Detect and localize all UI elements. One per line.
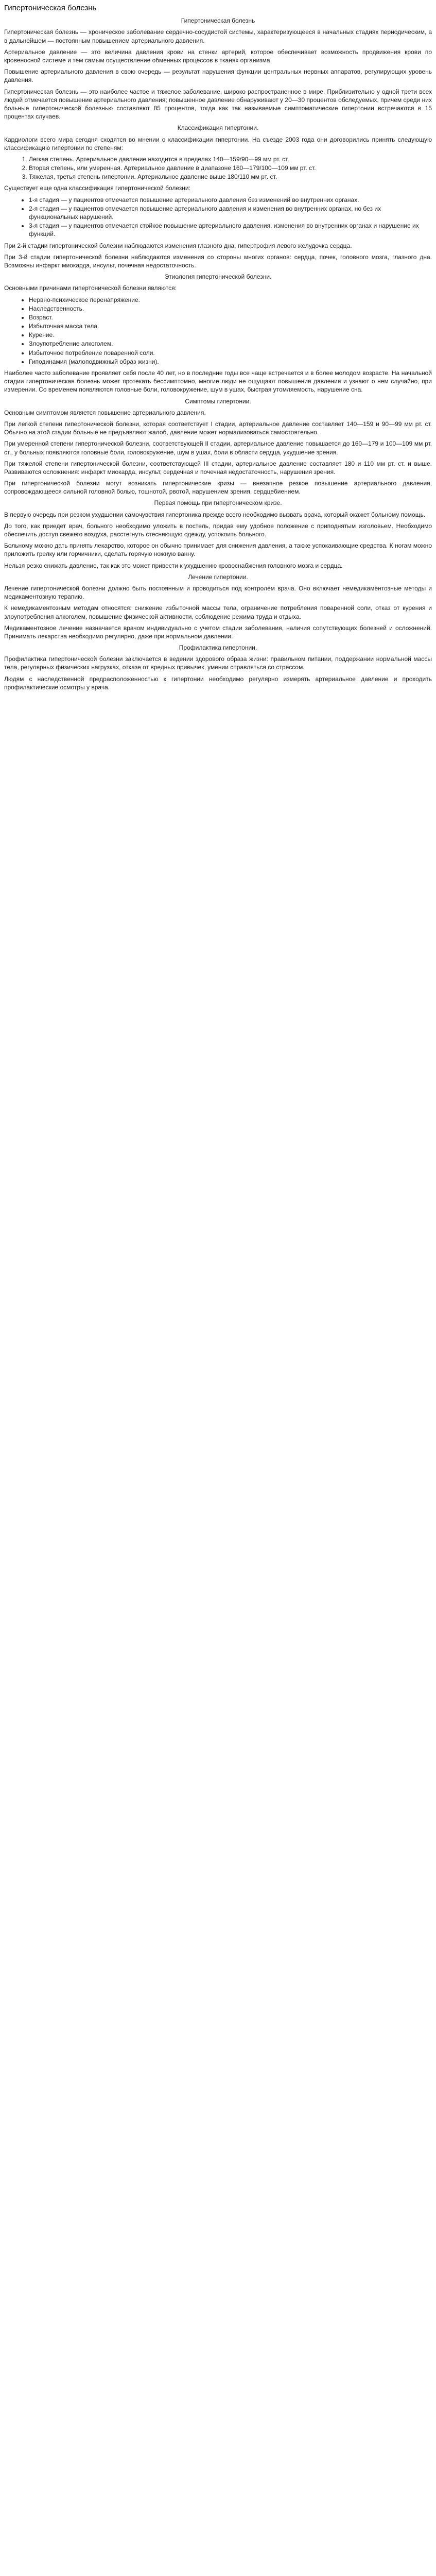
paragraph: Существует еще одна классификация гипертонической болезни:	[4, 184, 190, 192]
list-item: 3. Тяжелая, третья степень гипертонии. Артериальное давление выше 180/110 мм рт. ст.	[29, 173, 432, 181]
list-item: • Гиподинамия (малоподвижный образ жизни).	[29, 358, 432, 366]
list-item: • Избыточная масса тела.	[29, 322, 432, 330]
paragraph: Наиболее часто заболевание проявляет себя после 40 лет, но в последние годы все чаще встречается и в более молодом возрасте. На начальной стадии гипертоническая болезнь может протекать бессимптомно, многие люди не ощущают повышения давления и узнают о нем случайно, при измерении. Со временем появляются головные боли, головокружение, шум в ушах, быстрая утомляемость, нарушение сна.	[4, 369, 432, 394]
paragraph: При 3-й стадии гипертонической болезни наблюдаются изменения со стороны многих органов: сердца, почек, головного мозга, глазного дна. Возможны инфаркт миокарда, инсульт, почечная недостаточность.	[4, 253, 432, 269]
list-item: • 2-я стадия — у пациентов отмечается повышение артериального давления и изменения во внутренних органах, но без их функциональных нарушений.	[29, 205, 432, 221]
paragraph: Лечение гипертонической болезни должно быть постоянным и проводиться под контролем врача. Оно включает немедикаментозные методы и медикаментозную терапию.	[4, 584, 432, 601]
paragraph: При 2-й стадии гипертонической болезни наблюдаются изменения глазного дна, гипертрофия левого желудочка сердца.	[4, 242, 352, 249]
section-heading: Этиология гипертонической болезни.	[164, 273, 272, 281]
section-heading: Классификация гипертонии.	[177, 124, 259, 132]
paragraph: К немедикаментозным методам относятся: снижение избыточной массы тела, ограничение потребления поваренной соли, отказ от курения и злоупотребления алкоголем, повышение физической активности, соблюдение режима труда и отдыха.	[4, 604, 432, 620]
list-item: • 1-я стадия — у пациентов отмечается повышение артериального давления без изменений во внутренних органах.	[29, 196, 432, 204]
paragraph: До того, как приедет врач, больного необходимо уложить в постель, придав ему удобное положение с приподнятым изголовьем. Необходимо обеспечить доступ свежего воздуха, расстегнуть стесняющую одежду, успокоить больного.	[4, 522, 432, 538]
paragraph: Профилактика гипертонической болезни заключается в ведении здорового образа жизни: правильном питании, поддержании нормальной массы тела, регулярных физических нагрузках, отказе от вредных привычек, умении справляться со стрессом.	[4, 655, 432, 671]
paragraph: Гипертоническая болезнь — хроническое заболевание сердечно-сосудистой системы, характеризующееся в начальных стадиях периодическим, а в дальнейшем — постоянным повышением артериального давления.	[4, 28, 432, 44]
section-heading: Симптомы гипертонии.	[185, 397, 251, 405]
section-heading: Профилактика гипертонии.	[179, 644, 257, 652]
paragraph: Повышение артериального давления в свою очередь — результат нарушения функции центральных нервных аппаратов, регулирующих уровень давления.	[4, 68, 432, 84]
paragraph: Артериальное давление — это величина давления крови на стенки артерий, которое обеспечивает возможность продвижения крови по кровеносной системе и тем самым осуществление обменных процессов в тканях организма.	[4, 48, 432, 64]
article	[0, 0, 436, 700]
paragraph: Основным симптомом является повышение артериального давления.	[4, 409, 206, 416]
paragraph: При умеренной степени гипертонической болезни, соответствующей II стадии, артериальное давление повышается до 160—179 и 100—109 мм рт. ст., у больных появляются головные боли, головокружение, шум в ушах, боли в области сердца, ухудшение зрения.	[4, 440, 432, 456]
list-item: • 3-я стадия — у пациентов отмечается стойкое повышение артериального давления, изменения во внутренних органах и нарушение их функций.	[29, 222, 432, 238]
paragraph: Людям с наследственной предрасположенностью к гипертонии необходимо регулярно измерять артериальное давление и проходить профилактические осмотры у врача.	[4, 675, 432, 691]
paragraph: Больному можно дать принять лекарство, которое он обычно принимает для снижения давления, а также успокаивающие средства. К ногам можно приложить грелку или горчичники, сделать горячую ножную ванну.	[4, 542, 432, 558]
paragraph: При тяжелой степени гипертонической болезни, соответствующей III стадии, артериальное давление составляет 180 и 110 мм рт. ст. и выше. Развиваются осложнения: инфаркт миокарда, инсульт, сердечная и почечная недостаточность, нарушения зрения.	[4, 460, 432, 476]
bullet-list	[29, 196, 432, 239]
paragraph: Гипертоническая болезнь — это наиболее частое и тяжелое заболевание, широко распространенное в мире. Приблизительно у одной трети всех людей отмечается повышение артериального давления; повышенное давление обнаруживают у 20—30 процентов обследуемых, причем среди них больные гипертонической болезнью составляют 85 процентов, тогда как так называемые симптоматические гипертонии встречаются в 15 процентах случаев.	[4, 88, 432, 121]
list-item: 2. Вторая степень, или умеренная. Артериальное давление в диапазоне 160—179/100—109 мм рт. ст.	[29, 164, 432, 172]
page-title: Гипертоническая болезнь	[4, 4, 97, 12]
list-item: • Курение.	[29, 331, 432, 339]
paragraph: В первую очередь при резком ухудшении самочувствия гипертоника прежде всего необходимо вызвать врача, который окажет больному помощь.	[4, 511, 426, 518]
list-item: • Злоупотребление алкоголем.	[29, 340, 432, 348]
list-item: • Нервно-психическое перенапряжение.	[29, 296, 432, 304]
paragraph: При гипертонической болезни могут возникать гипертонические кризы — внезапное резкое повышение артериального давления, сопровождающееся сильной головной болью, тошнотой, рвотой, нарушением зрения, сердцебиением.	[4, 480, 432, 496]
paragraph: Кардиологи всего мира сегодня сходятся во мнении о классификации гипертонии. На съезде 2003 года они договорились принять следующую классификацию гипертонии по степеням:	[4, 135, 432, 151]
list-item: • Наследственность.	[29, 304, 432, 313]
section-heading: Первая помощь при гипертоническом кризе.	[154, 499, 282, 507]
list-item: • Возраст.	[29, 313, 432, 321]
paragraph: Медикаментозное лечение назначается врачом индивидуально с учетом стадии заболевания, наличия сопутствующих болезней и осложнений. Принимать лекарства необходимо регулярно, даже при нормальном давлении.	[4, 624, 432, 640]
paragraph: При легкой степени гипертонической болезни, которая соответствует I стадии, артериальное давление составляет 140—159 и 90—99 мм рт. ст. Обычно на этой стадии больные не предъявляют жалоб, давление может нормализоваться самостоятельно.	[4, 420, 432, 436]
section-heading: Лечение гипертонии.	[188, 573, 248, 581]
paragraph: Нельзя резко снижать давление, так как это может привести к ухудшению кровоснабжения головного мозга и сердца.	[4, 562, 343, 569]
list-item: • Избыточное потребление поваренной соли.	[29, 349, 432, 357]
article-body	[4, 16, 432, 691]
paragraph: Основными причинами гипертонической болезни являются:	[4, 284, 177, 292]
section-heading: Гипертоническая болезнь	[181, 17, 255, 25]
numbered-list	[29, 155, 432, 181]
bullet-list	[29, 296, 432, 366]
list-item: 1. Легкая степень. Артериальное давление находится в пределах 140—159/90—99 мм рт. ст.	[29, 155, 432, 163]
